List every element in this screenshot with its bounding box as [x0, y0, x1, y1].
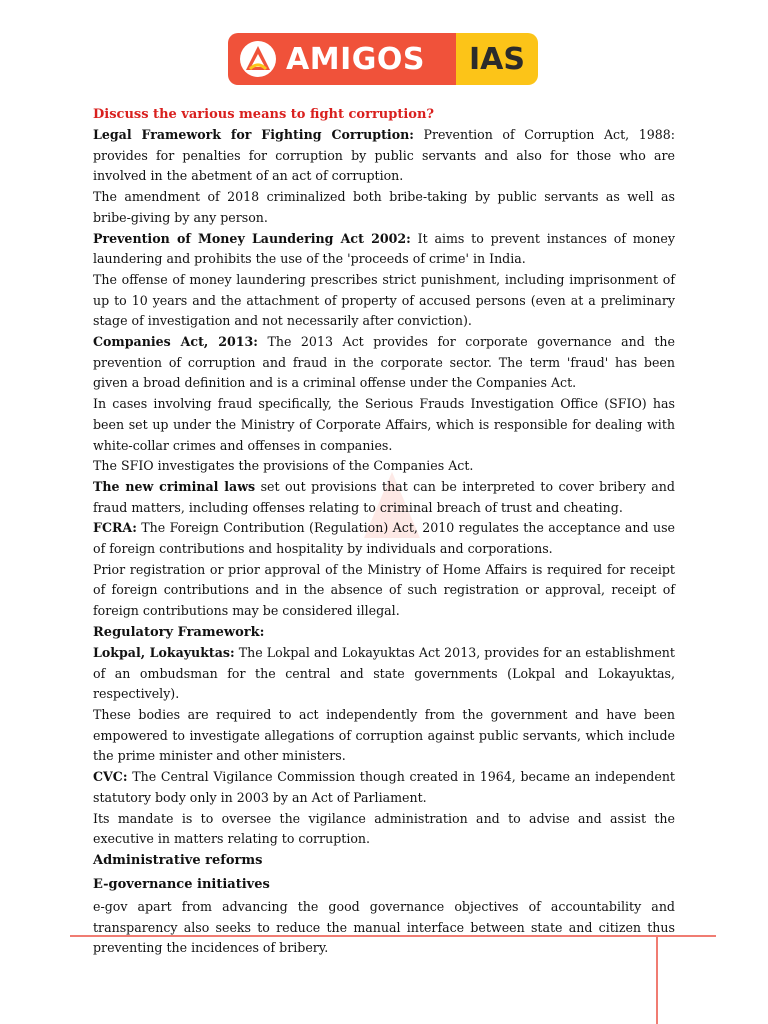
- fcra-text: The Foreign Contribution (Regulation) Act, 2010 regulates the acceptance and use of foreign contributions and hospitality by individuals and corporations.: [93, 520, 675, 557]
- money-laundering-paragraph: The offense of money laundering prescribes strict punishment, including imprisonment of up to 10 years and the attachment of property of accused persons (even at a preliminary stage of investigation and not necessarily after conviction).: [93, 271, 675, 329]
- companies-act-title: Companies Act, 2013:: [93, 334, 258, 350]
- legal-framework-title: Legal Framework for Fighting Corruption:: [93, 127, 414, 142]
- pmla-text: It aims to prevent instances of money laundering and prohibits the use of the 'proceeds of crime' in India.: [93, 230, 675, 267]
- footer-vertical-rule: [656, 935, 658, 1024]
- pmla-title: Prevention of Money Laundering Act 2002:: [93, 230, 411, 246]
- companies-act-text: The 2013 Act provides for corporate governance and the prevention of corruption and fraud in the corporate sector. The term 'fraud' has been given a broad definition and is a criminal offense under the Companies Act.: [93, 334, 675, 391]
- regulatory-framework-heading: Regulatory Framework:: [93, 624, 265, 640]
- amigos-ias-logo: [228, 33, 538, 85]
- question-heading: Discuss the various means to fight corruption?: [93, 107, 435, 122]
- legal-framework-paragraph: [93, 125, 675, 187]
- logo-left-panel: [228, 33, 456, 85]
- egovernance-paragraph: e-gov apart from advancing the good governance objectives of accountability and transparency also seeks to reduce the manual interface between state and citizen thus preventing the incidences of bribery.: [93, 898, 675, 956]
- fcra-title: FCRA:: [93, 520, 137, 536]
- cvc-title: CVC:: [93, 769, 128, 785]
- companies-act-paragraph: [93, 332, 675, 394]
- lokpal-text: The Lokpal and Lokayuktas Act 2013, provides for an establishment of an ombudsman for the central and state governments (Lokpal and Lokayuktas, respectively).: [93, 644, 675, 702]
- logo-emblem-icon: [238, 39, 278, 79]
- cvc-mandate-paragraph: Its mandate is to oversee the vigilance administration and to advise and assist the executive in matters relating to corruption.: [93, 810, 675, 847]
- criminal-laws-title: The new criminal laws: [93, 478, 256, 494]
- pmla-paragraph: [93, 229, 675, 270]
- criminal-laws-text: set out provisions that can be interpreted to cover bribery and fraud matters, including offenses relating to criminal breach of trust and cheating.: [93, 478, 675, 515]
- cvc-paragraph: [93, 767, 675, 808]
- document-body: [93, 104, 675, 959]
- fcra-paragraph: [93, 518, 675, 559]
- lokpal-paragraph: [93, 643, 675, 705]
- lokpal-bodies-paragraph: These bodies are required to act independently from the government and have been empowered to investigate allegations of corruption against public servants, which include the prime minister and other ministers.: [93, 706, 675, 764]
- criminal-laws-paragraph: [93, 477, 675, 518]
- legal-framework-text: Prevention of Corruption Act, 1988: provides for penalties for corruption by public servants and also for those who are involved in the abetment of an act of corruption.: [93, 127, 675, 184]
- cvc-text: The Central Vigilance Commission though created in 1964, became an independent statutory body only in 2003 by an Act of Parliament.: [93, 769, 675, 805]
- lokpal-title: Lokpal, Lokayuktas:: [93, 644, 235, 660]
- footer-horizontal-rule: [70, 935, 716, 937]
- logo-brand-text: AMIGOS: [286, 41, 425, 77]
- amendment-paragraph: The amendment of 2018 criminalized both bribe-taking by public servants as well as bribe-giving by any person.: [93, 189, 675, 225]
- sfio-paragraph: In cases involving fraud specifically, the Serious Frauds Investigation Office (SFIO) has been set up under the Ministry of Corporate Affairs, which is responsible for dealing with white-collar crimes and offenses in companies.: [93, 396, 675, 453]
- logo-suffix-text: IAS: [456, 33, 538, 85]
- egovernance-heading: E-governance initiatives: [93, 876, 270, 892]
- administrative-reforms-heading: Administrative reforms: [93, 852, 263, 868]
- fcra-registration-paragraph: Prior registration or prior approval of the Ministry of Home Affairs is required for receipt of foreign contributions and in the absence of such registration or approval, receipt of foreign contributions may be considered illegal.: [93, 561, 675, 619]
- sfio-investigates-paragraph: The SFIO investigates the provisions of the Companies Act.: [93, 458, 474, 474]
